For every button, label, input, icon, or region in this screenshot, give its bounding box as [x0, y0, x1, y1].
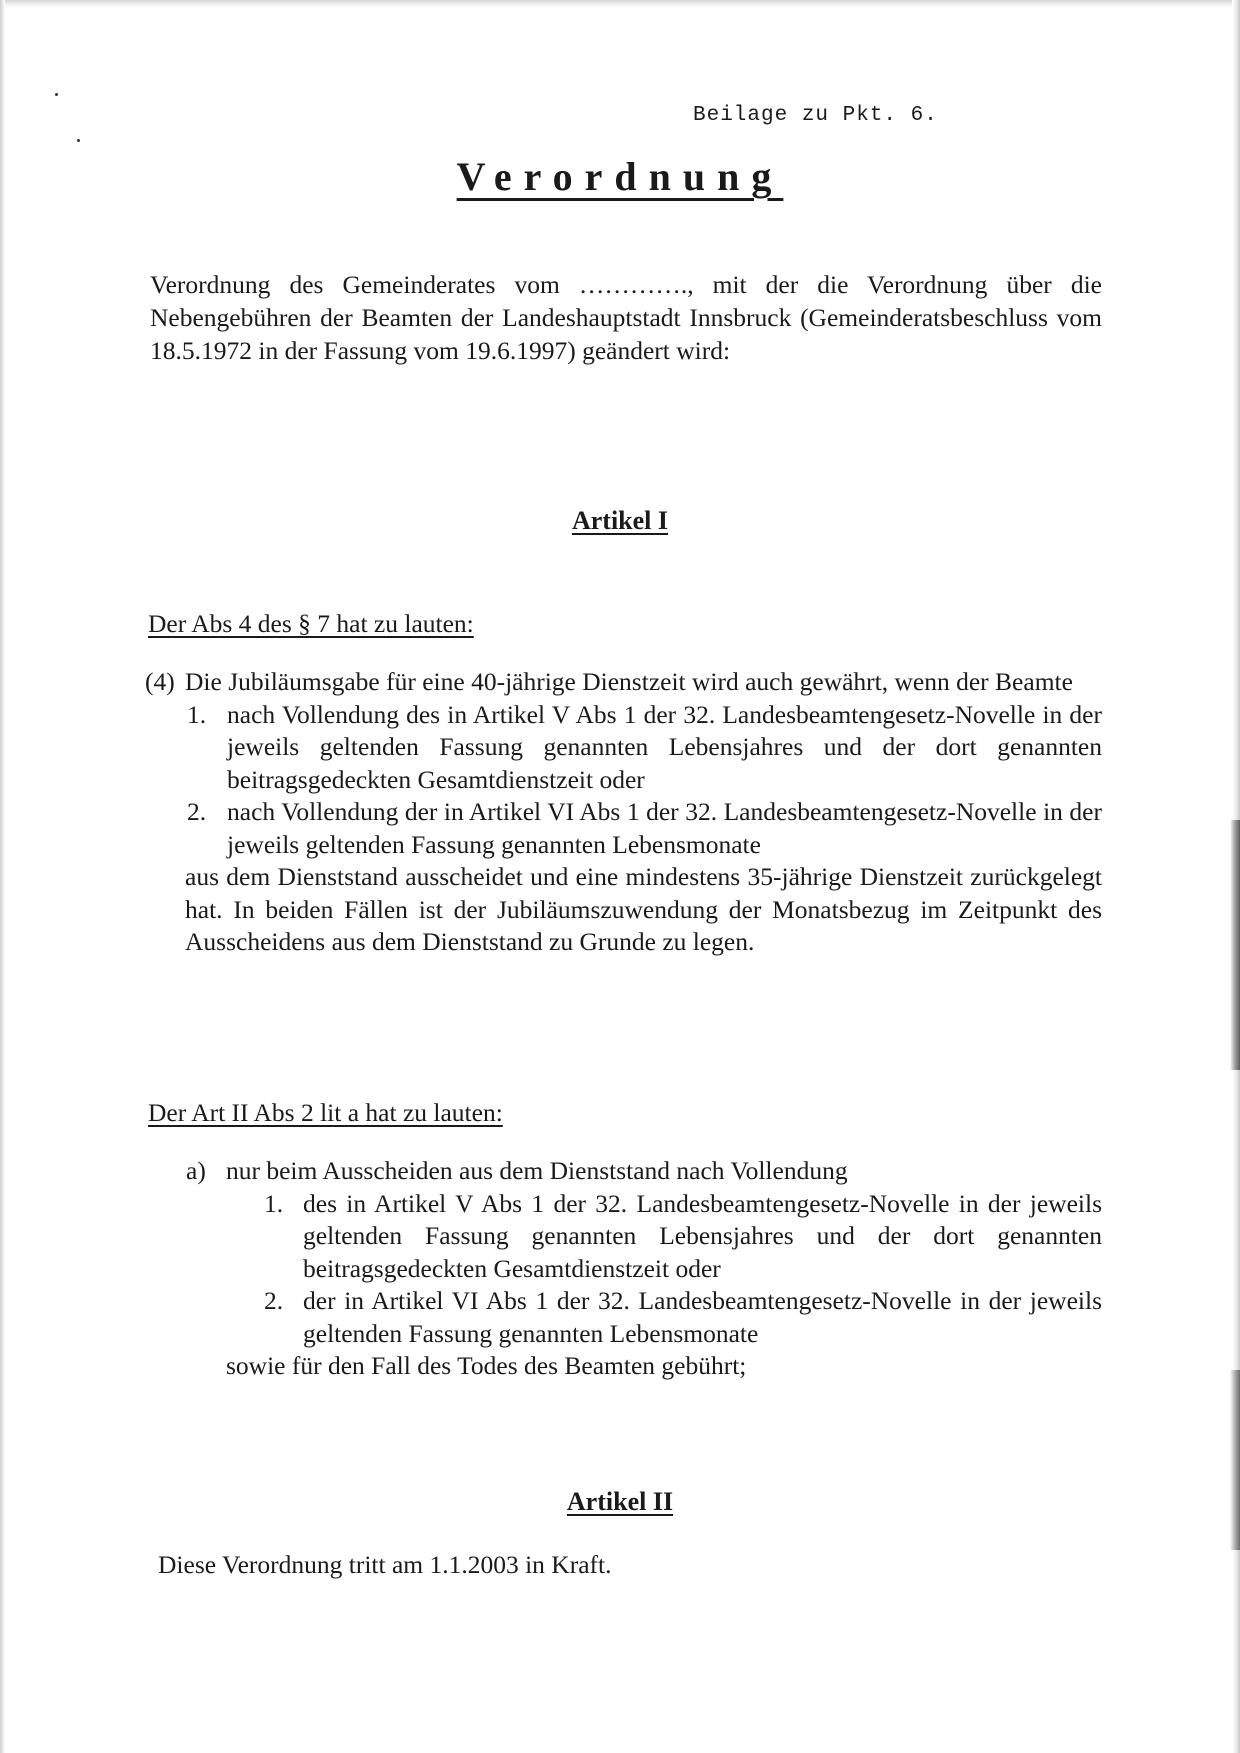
- section-2-body: [186, 1155, 1102, 1383]
- document-title: [0, 153, 1240, 200]
- section-2-subheading: Der Art II Abs 2 lit a hat zu lauten:: [148, 1098, 503, 1127]
- intro-text: Verordnung des Gemeinderates vom …………., mit der die Verordnung über die Nebengebühren der Beamten der Landeshauptstadt Innsbruck (Gemeinderatsbeschluss vom 18.5.1972 in der Fassung vom 19.6.1997) geändert wird:: [150, 270, 1102, 365]
- lit-a: [186, 1155, 1102, 1188]
- intro-paragraph: [150, 268, 1102, 367]
- list-item-number: 1.: [187, 699, 207, 729]
- paragraph-4-closing-text: aus dem Dienststand ausscheidet und eine mindestens 35-jährige Dienstzeit zurückgelegt hat. In beiden Fällen ist der Jubiläumszuwendung der Monatsbezug im Zeitpunkt des Ausscheidens aus dem Dienststand zu Grunde zu legen.: [185, 862, 1102, 956]
- list-item: [145, 796, 1102, 861]
- scan-edge-top: [0, 0, 1240, 8]
- artikel-2-text: Diese Verordnung tritt am 1.1.2003 in Kraft.: [158, 1550, 612, 1579]
- lit-a-marker: a): [186, 1156, 206, 1185]
- section-1-body: [145, 666, 1102, 959]
- list-item-text: des in Artikel V Abs 1 der 32. Landesbeamtengesetz-Novelle in der jeweils geltenden Fassung genannten Lebensjahres und der dort genannten beitragsgedeckten Gesamtdienstzeit oder: [303, 1188, 1102, 1283]
- lit-a-intro: nur beim Ausscheiden aus dem Dienststand nach Vollendung: [226, 1156, 848, 1185]
- list-item: [186, 1285, 1102, 1350]
- attachment-note: Beilage zu Pkt. 6.: [693, 104, 938, 127]
- list-item-text: nach Vollendung der in Artikel VI Abs 1 der 32. Landesbeamtengesetz-Novelle in der jeweils geltenden Fassung genannten Lebensmonate: [227, 797, 1102, 859]
- scan-shadow-right: [1230, 820, 1240, 1070]
- paragraph-4-text: Die Jubiläumsgabe für eine 40-jährige Dienstzeit wird auch gewährt, wenn der Beamte: [185, 667, 1073, 696]
- scan-shadow-right-lower: [1230, 1370, 1240, 1550]
- list-item-text: der in Artikel VI Abs 1 der 32. Landesbeamtengesetz-Novelle in der jeweils geltenden Fassung genannten Lebensmonate: [303, 1286, 1102, 1348]
- artikel-2-heading-text: Artikel II: [566, 1487, 674, 1516]
- paragraph-4: [145, 666, 1102, 699]
- artikel-1-heading: [0, 506, 1240, 536]
- scan-speck: [55, 93, 58, 96]
- lit-a-closing-text: sowie für den Fall des Todes des Beamten gebührt;: [226, 1351, 747, 1380]
- paragraph-4-closing: [145, 861, 1102, 959]
- list-item: [186, 1188, 1102, 1286]
- list-item: [145, 699, 1102, 797]
- section-1-subheading: Der Abs 4 des § 7 hat zu lauten:: [148, 609, 474, 638]
- artikel-1-heading-text: Artikel I: [571, 506, 669, 535]
- document-title-text: Verordnung: [456, 154, 784, 199]
- scan-speck: [77, 139, 80, 142]
- lit-a-closing: [186, 1350, 1102, 1383]
- list-item-number: 1.: [264, 1188, 284, 1218]
- list-item-text: nach Vollendung des in Artikel V Abs 1 der 32. Landesbeamtengesetz-Novelle in der jeweils geltenden Fassung genannten Lebensjahres und der dort genannten beitragsgedeckten Gesamtdienstzeit oder: [227, 699, 1102, 794]
- paragraph-4-marker: (4): [145, 667, 175, 696]
- artikel-2-heading: [0, 1487, 1240, 1517]
- list-item-number: 2.: [187, 797, 207, 826]
- list-item-number: 2.: [264, 1286, 284, 1315]
